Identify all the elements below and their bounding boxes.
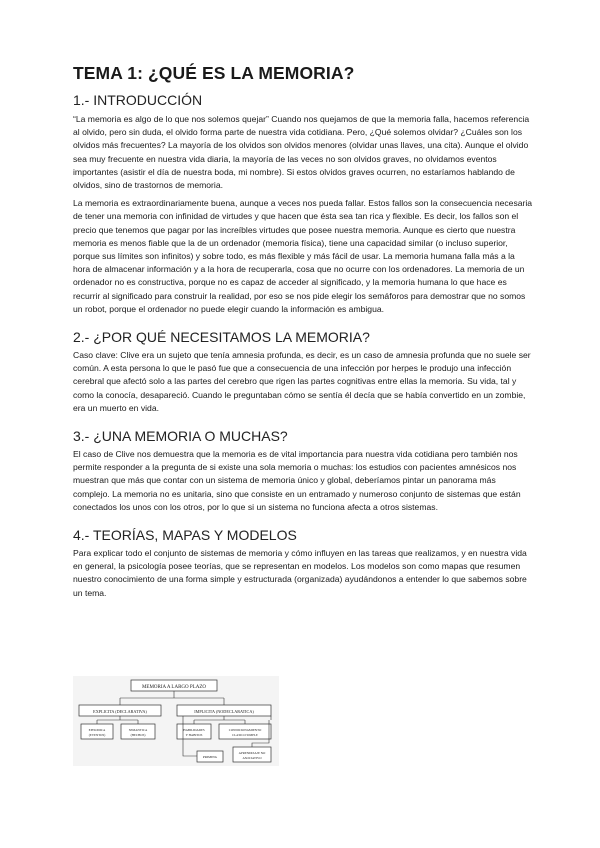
paragraph: “La memoria es algo de lo que nos solemos quejar” Cuando nos quejamos de que la memoria falla, hacemos referencia al olvido, pero sin duda, el olvido forma parte de nuestra vida cotidiana. Pero, ¿Qué solemos olvidar? ¿Cuáles son los olvidos más frecuentes? La mayoría de los olvidos son olvidos menores (olvidar unas llaves, una cita). Aunque el olvido sea muy frecuente en nuestra vida diaria, la mayoría de las veces no son olvidos graves, no olvidamos eventos importantes (asistir el día de nuestra boda, mi nombre). Si estos olvidos graves ocurren, no estaríamos hablando de olvidos, sino de trastornos de memoria. (73, 114, 530, 191)
diagram-label: ASOCIATIVO (242, 756, 262, 760)
memory-diagram-svg (73, 676, 279, 766)
diagram-label: Y HABITOS (185, 733, 203, 737)
section-por-que (73, 328, 533, 415)
paragraph: Para explicar todo el conjunto de sistemas de memoria y cómo influyen en las tareas que realizamos, y en nuestra vida en general, la psicología posee teorías, que se representan en modelos. Los modelos son como mapas que resumen nuestro conocimiento de una forma simple y estructurada (organizada) ayudándonos a entender lo que sabemos sobre un tema. (73, 548, 527, 598)
paragraph: La memoria es extraordinariamente buena, aunque a veces nos pueda fallar. Estos fallos son la consecuencia necesaria de tener una memoria con infinidad de virtudes y que hacen que ésta sea tan rica y flexible. Es decir, los fallos son el precio que tenemos que pagar por las increíbles virtudes que posee nuestra memoria. Aunque es cierto que nuestra memoria es menos fiable que la de un ordenador (memoria física), tiene una capacidad similar (o incluso superior, porque sus límites son infinitos) y sobre todo, es más flexible y más fácil de usar. La memoria humana falla más a la hora de almacenar información y a la hora de recuperarla, cosa que no ocurre con los ordenadores. La memoria de un ordenador no es constructiva, porque no es capaz de acceder al significado, y la memoria humana lo que hace es recurrir al significado para construir la realidad, por eso se nos pide elegir los semáforos para demostrar que no somos un robot, porque el ordenador no puede elegir cuando la información es ambigua. (73, 198, 533, 314)
section-heading: 4.- TEORÍAS, MAPAS Y MODELOS (73, 527, 297, 544)
paragraph: El caso de Clive nos demuestra que la memoria es de vital importancia para nuestra vida cotidiana pero también nos permite responder a la pregunta de si existe una sola memoria o muchas: los estudios con pacientes amnésicos nos muestran que más que contar con un sistema de memoria único y global, deberíamos pintar un panorama más complejo. La memoria no es unitaria, sino que consiste en un entramado y numeroso conjunto de sistemas que están conectados los unos con los otros, por lo que si un sistema no funciona afecta a otros sistemas. (73, 449, 521, 512)
diagram-label: PRIMING (202, 755, 218, 759)
diagram-label: HABILIDADES (183, 728, 205, 732)
page-title: TEMA 1: ¿QUÉ ES LA MEMORIA? (73, 63, 355, 83)
diagram-label: IMPLICITA (NODECLARATICA) (194, 709, 254, 714)
diagram-label: MEMORIA A LARGO PLAZO (141, 685, 207, 690)
diagram-label: (EVENTOS) (88, 733, 106, 737)
diagram-label: SEMANTICA (128, 728, 148, 732)
section-una-o-muchas (73, 427, 533, 514)
diagram-label: EXPLICITA (DECLARATIVA) (93, 709, 147, 714)
connector-lines (97, 691, 271, 756)
diagram-label: CONDICIONAMIENTO (228, 728, 262, 732)
document-page (73, 62, 533, 600)
section-teorias (73, 526, 533, 600)
memory-diagram (73, 676, 279, 766)
paragraph: Caso clave: Clive era un sujeto que tenía amnesia profunda, es decir, es un caso de amnesia profunda que no suele ser común. A esta persona lo que le pasó fue que a consecuencia de una infección por herpes le produjo una infección cerebral que afectó solo a las partes del cerebro que rigen las partes cognitivas entre ellas la memoria. Su vida, tal y como la conocía, desapareció. Cuando le preguntaban cómo se sentía él decía que se había convertido en un zombie, era un muerto en vida. (73, 350, 531, 413)
diagram-label: CLASICO SIMPLE (232, 733, 258, 737)
section-heading: 2.- ¿POR QUÉ NECESITAMOS LA MEMORIA? (73, 329, 370, 346)
section-heading: 3.- ¿UNA MEMORIA O MUCHAS? (73, 428, 288, 445)
section-heading: 1.- INTRODUCCIÓN (73, 92, 203, 108)
diagram-label: EPISODICA (88, 728, 106, 732)
section-introduccion (73, 91, 533, 316)
diagram-label: (HECHOS) (130, 733, 146, 737)
diagram-label: APRENDIZAJE NO (238, 751, 266, 755)
